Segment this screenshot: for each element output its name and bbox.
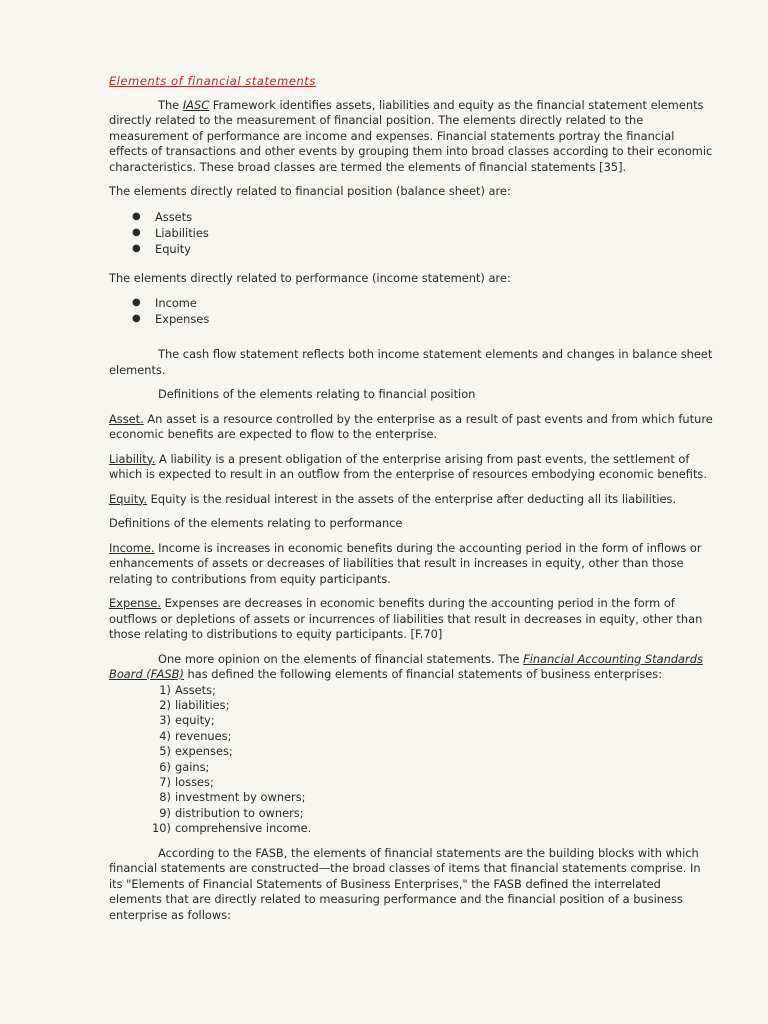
list-item: 10) comprehensive income.: [152, 821, 312, 836]
list-item: 1) Assets;: [159, 682, 216, 697]
page-title: Elements of financial statements: [109, 74, 316, 88]
fasb-intro-paragraph: One more opinion on the elements of financial statements. The Financial Accounting Standards Board (FASB) has defined the following elements of financial statements of business enterprises:: [109, 651, 703, 681]
fasb-link[interactable]: Financial Accounting Standards Board (FASB): [109, 651, 703, 681]
intro-pre: The: [158, 97, 183, 112]
performance-list: [109, 295, 716, 327]
list-item: ● Liabilities: [132, 225, 209, 240]
list-item: ● Expenses: [132, 312, 210, 326]
fasb-elements-list: [109, 683, 716, 837]
performance-intro: The elements directly related to performance (income statement) are:: [109, 270, 511, 285]
asset-definition: Asset. An asset is a resource controlled by the enterprise as a result of past events and from which future economic benefits are expected to flow to the enterprise.: [109, 411, 713, 441]
position-list: [109, 209, 716, 257]
bullet-icon: ●: [132, 226, 141, 238]
intro-paragraph: [109, 98, 716, 176]
expense-term: Expense.: [109, 596, 161, 610]
list-item: ● Equity: [132, 241, 192, 256]
bullet-icon: ●: [132, 242, 141, 254]
list-item: ● Assets: [132, 209, 193, 224]
performance-defs-heading: Definitions of the elements relating to performance: [109, 516, 403, 530]
income-term: Income.: [109, 540, 155, 555]
intro-post: Framework identifies assets, liabilities and equity as the financial statement elements directly related to the measurement of financial position. The elements directly related to the measurement of performance are income and expenses. Financial statements portray the financial effects of transactions and other events by grouping them into broad classes according to their economic characteristics. These broad classes are termed the elements of financial statements [35].: [109, 97, 713, 174]
position-intro: The elements directly related to financial position (balance sheet) are:: [109, 184, 511, 198]
cashflow-paragraph: The cash flow statement reflects both income statement elements and changes in balance sheet elements.: [109, 347, 713, 377]
bullet-icon: ●: [132, 210, 141, 222]
income-definition: Income. Income is increases in economic benefits during the accounting period in the form of inflows or enhancements of assets or decreases of liabilities that result in increases in equity, other than those relating to contributions from equity participants.: [109, 540, 702, 586]
list-item: 5) expenses;: [159, 744, 233, 759]
equity-definition: Equity. Equity is the residual interest in the assets of the enterprise after deducting all its liabilities.: [109, 491, 677, 506]
asset-term: Asset.: [109, 411, 144, 426]
bullet-icon: ●: [132, 297, 141, 308]
liability-term: Liability.: [109, 451, 156, 466]
equity-term: Equity.: [109, 491, 148, 506]
position-defs-heading: Definitions of the elements relating to financial position: [158, 387, 476, 401]
list-item: ● Income: [132, 296, 197, 310]
closing-paragraph: According to the FASB, the elements of financial statements are the building blocks with which financial statements are constructed—the broad classes of items that financial statements comprise. In its "Elements of Financial Statements of Business Enterprises," the FASB defined the interrelated elements that are directly related to measuring performance and the financial position of a business enterprise as follows:: [109, 845, 701, 922]
list-item: 8) investment by owners;: [159, 790, 306, 805]
list-item: 9) distribution to owners;: [159, 805, 304, 820]
list-item: 7) losses;: [159, 774, 214, 789]
list-item: 2) liabilities;: [159, 697, 230, 712]
expense-definition: Expense. Expenses are decreases in economic benefits during the accounting period in the form of outflows or depletions of assets or incurrences of liabilities that result in decreases in equity, other than those relating to distributions to equity participants. [F.70]: [109, 596, 703, 641]
liability-definition: Liability. A liability is a present obligation of the enterprise arising from past events, the settlement of which is expected to result in an outflow from the enterprise of resources embodying economic benefits.: [109, 451, 707, 481]
bullet-icon: ●: [132, 313, 141, 324]
iasc-link[interactable]: IASC: [182, 97, 210, 112]
list-item: 3) equity;: [159, 713, 215, 728]
list-item: 6) gains;: [159, 759, 210, 774]
list-item: 4) revenues;: [159, 728, 232, 743]
